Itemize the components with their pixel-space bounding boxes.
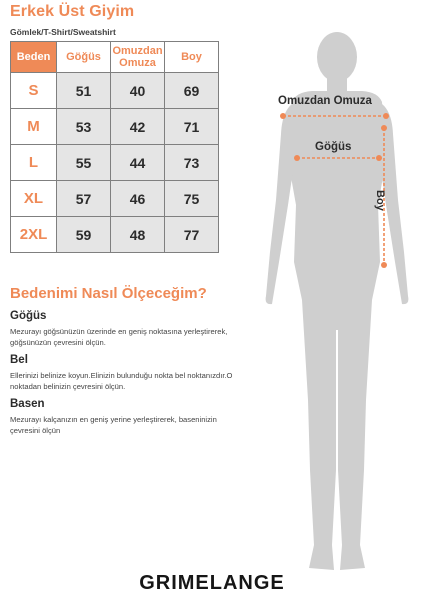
table-cell: 51: [57, 73, 111, 109]
page-title: Erkek Üst Giyim: [10, 3, 135, 20]
size-label: L: [11, 145, 57, 181]
page-subtitle: Gömlek/T-Shirt/Sweatshirt: [10, 27, 116, 37]
header-omuzdan-omuza: Omuzdan Omuza: [111, 42, 165, 73]
size-label: XL: [11, 181, 57, 217]
body-left-arm: [266, 104, 296, 304]
chest-dot-right: [376, 155, 382, 161]
guide-heading: Göğüs: [10, 310, 47, 322]
table-cell: 44: [111, 145, 165, 181]
size-label: M: [11, 109, 57, 145]
brand-logo-text: GRIMELANGE: [139, 572, 285, 594]
chest-label: Göğüs: [315, 141, 352, 153]
shoulder-dot-right: [383, 113, 389, 119]
header-gogus: Göğüs: [57, 42, 111, 73]
table-cell: 59: [57, 217, 111, 253]
length-dot-top: [381, 125, 387, 131]
header-boy: Boy: [165, 42, 219, 73]
guide-heading: Bel: [10, 354, 28, 366]
guide-text: Mezurayı göğsünüzün üzerinde en geniş noktasına yerleştirerek, göğsünüzün çevresini ölçün.: [10, 327, 228, 347]
guide-text: Ellerinizi belinize koyun.Elinizin bulunduğu nokta bel noktanızdır.O noktadan belinizin çevresini ölçün.: [10, 371, 233, 391]
guide-text: Mezurayı kalçanızın en geniş yerine yerleştirerek, baseninizin çevresini ölçün: [10, 415, 217, 435]
table-cell: 46: [111, 181, 165, 217]
header-beden: Beden: [11, 42, 57, 73]
body-silhouette: [266, 32, 409, 570]
table-cell: 42: [111, 109, 165, 145]
shoulder-label: Omuzdan Omuza: [278, 95, 372, 107]
shoulder-dot-left: [280, 113, 286, 119]
body-head: [317, 32, 357, 82]
table-cell: 48: [111, 217, 165, 253]
table-cell: 77: [165, 217, 219, 253]
table-cell: 69: [165, 73, 219, 109]
table-cell: 55: [57, 145, 111, 181]
table-cell: 57: [57, 181, 111, 217]
table-cell: 71: [165, 109, 219, 145]
table-cell: 40: [111, 73, 165, 109]
size-label: 2XL: [11, 217, 57, 253]
chest-dot-left: [294, 155, 300, 161]
table-cell: 53: [57, 109, 111, 145]
body-torso: [288, 91, 386, 570]
table-cell: 75: [165, 181, 219, 217]
measure-guide-title: Bedenimi Nasıl Ölçeceğim?: [10, 285, 207, 302]
guide-heading: Basen: [10, 398, 45, 410]
length-dot-bottom: [381, 262, 387, 268]
length-label: Boy: [374, 190, 386, 211]
size-label: S: [11, 73, 57, 109]
table-cell: 73: [165, 145, 219, 181]
